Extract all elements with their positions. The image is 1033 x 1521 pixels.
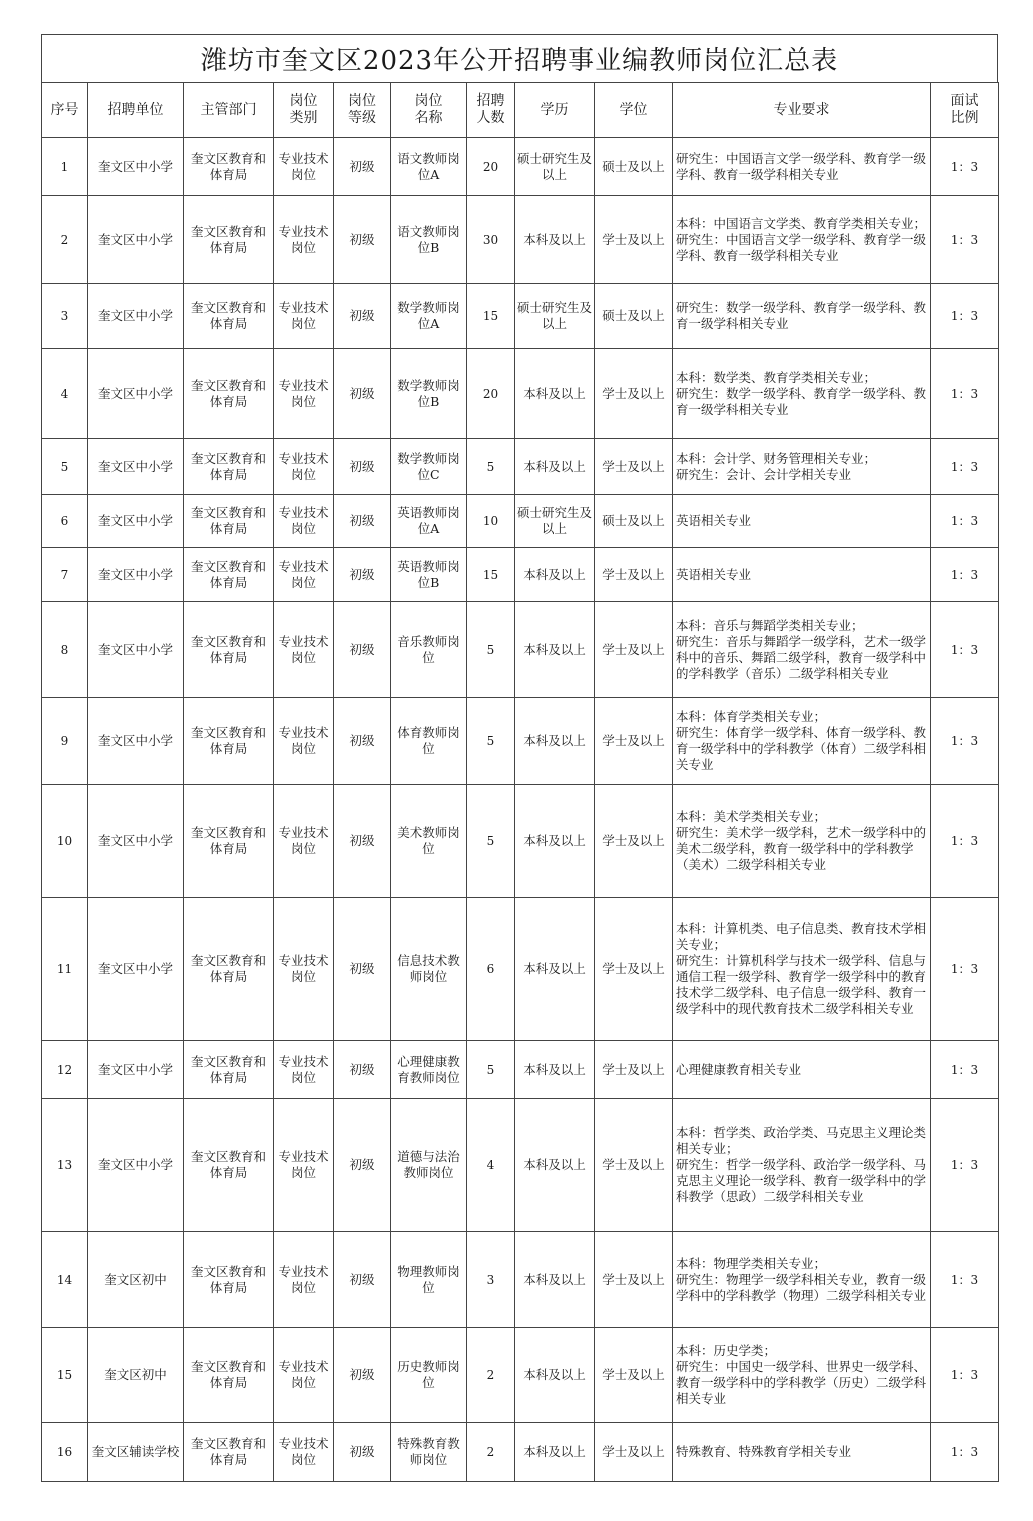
cell-req: 研究生：中国语言文学一级学科、教育学一级学科、教育一级学科相关专业 [673, 138, 931, 196]
cell-level: 初级 [334, 785, 391, 898]
cell-unit: 奎文区辅读学校 [88, 1423, 184, 1482]
cell-name: 英语教师岗位B [391, 548, 467, 602]
cell-req: 本科：数学类、教育学类相关专业； 研究生：数学一级学科、教育学一级学科、教育一级学科相关专业 [673, 349, 931, 439]
cell-count: 20 [467, 349, 515, 439]
cell-unit: 奎文区中小学 [88, 898, 184, 1041]
cell-unit: 奎文区中小学 [88, 284, 184, 349]
cell-edu: 硕士研究生及以上 [515, 495, 595, 548]
cell-ratio: 1：3 [931, 284, 999, 349]
table-title: 潍坊市奎文区2023年公开招聘事业编教师岗位汇总表 [41, 34, 998, 82]
cell-no: 16 [42, 1423, 88, 1482]
cell-dept: 奎文区教育和体育局 [184, 439, 274, 495]
cell-category: 专业技术岗位 [274, 1423, 334, 1482]
cell-unit: 奎文区中小学 [88, 602, 184, 698]
cell-no: 11 [42, 898, 88, 1041]
cell-req: 心理健康教育相关专业 [673, 1041, 931, 1099]
cell-category: 专业技术岗位 [274, 1328, 334, 1423]
cell-count: 5 [467, 785, 515, 898]
cell-no: 8 [42, 602, 88, 698]
cell-unit: 奎文区初中 [88, 1232, 184, 1328]
cell-unit: 奎文区中小学 [88, 698, 184, 785]
cell-ratio: 1：3 [931, 898, 999, 1041]
cell-dept: 奎文区教育和体育局 [184, 898, 274, 1041]
cell-edu: 本科及以上 [515, 1328, 595, 1423]
cell-name: 道德与法治教师岗位 [391, 1099, 467, 1232]
cell-no: 4 [42, 349, 88, 439]
col-header-count: 招聘 人数 [467, 83, 515, 138]
cell-dept: 奎文区教育和体育局 [184, 1232, 274, 1328]
cell-category: 专业技术岗位 [274, 284, 334, 349]
cell-category: 专业技术岗位 [274, 349, 334, 439]
cell-no: 10 [42, 785, 88, 898]
cell-category: 专业技术岗位 [274, 138, 334, 196]
cell-name: 特殊教育教师岗位 [391, 1423, 467, 1482]
cell-no: 12 [42, 1041, 88, 1099]
cell-count: 20 [467, 138, 515, 196]
cell-ratio: 1：3 [931, 785, 999, 898]
cell-no: 5 [42, 439, 88, 495]
table-row [42, 439, 999, 495]
cell-count: 3 [467, 1232, 515, 1328]
cell-dept: 奎文区教育和体育局 [184, 1423, 274, 1482]
cell-category: 专业技术岗位 [274, 439, 334, 495]
cell-req: 本科：音乐与舞蹈学类相关专业； 研究生：音乐与舞蹈学一级学科，艺术一级学科中的音乐、舞蹈二级学科，教育一级学科中的学科教学（音乐）二级学科相关专业 [673, 602, 931, 698]
cell-ratio: 1：3 [931, 138, 999, 196]
cell-unit: 奎文区中小学 [88, 196, 184, 284]
cell-dept: 奎文区教育和体育局 [184, 1328, 274, 1423]
cell-level: 初级 [334, 898, 391, 1041]
summary-sheet [41, 34, 998, 1482]
cell-dept: 奎文区教育和体育局 [184, 1099, 274, 1232]
cell-name: 体育教师岗位 [391, 698, 467, 785]
cell-degree: 硕士及以上 [595, 495, 673, 548]
table-row [42, 495, 999, 548]
cell-edu: 本科及以上 [515, 785, 595, 898]
table-row [42, 698, 999, 785]
cell-ratio: 1：3 [931, 349, 999, 439]
cell-level: 初级 [334, 698, 391, 785]
cell-level: 初级 [334, 138, 391, 196]
cell-dept: 奎文区教育和体育局 [184, 284, 274, 349]
cell-unit: 奎文区中小学 [88, 439, 184, 495]
cell-degree: 学士及以上 [595, 1232, 673, 1328]
cell-name: 信息技术教师岗位 [391, 898, 467, 1041]
cell-name: 美术教师岗位 [391, 785, 467, 898]
cell-ratio: 1：3 [931, 602, 999, 698]
table-row [42, 548, 999, 602]
cell-count: 2 [467, 1328, 515, 1423]
cell-degree: 学士及以上 [595, 1328, 673, 1423]
cell-degree: 学士及以上 [595, 698, 673, 785]
cell-no: 7 [42, 548, 88, 602]
cell-req: 本科：中国语言文学类、教育学类相关专业； 研究生：中国语言文学一级学科、教育学一级学科、教育一级学科相关专业 [673, 196, 931, 284]
cell-degree: 学士及以上 [595, 1423, 673, 1482]
cell-count: 15 [467, 284, 515, 349]
table-row [42, 602, 999, 698]
cell-req: 本科：美术学类相关专业； 研究生：美术学一级学科，艺术一级学科中的美术二级学科，教育一级学科中的学科教学（美术）二级学科相关专业 [673, 785, 931, 898]
cell-edu: 本科及以上 [515, 898, 595, 1041]
cell-ratio: 1：3 [931, 1041, 999, 1099]
col-header-dept: 主管部门 [184, 83, 274, 138]
cell-name: 历史教师岗位 [391, 1328, 467, 1423]
cell-degree: 学士及以上 [595, 349, 673, 439]
cell-category: 专业技术岗位 [274, 602, 334, 698]
cell-degree: 学士及以上 [595, 439, 673, 495]
cell-unit: 奎文区初中 [88, 1328, 184, 1423]
cell-unit: 奎文区中小学 [88, 785, 184, 898]
cell-edu: 本科及以上 [515, 1099, 595, 1232]
cell-dept: 奎文区教育和体育局 [184, 138, 274, 196]
cell-edu: 本科及以上 [515, 1041, 595, 1099]
col-header-req: 专业要求 [673, 83, 931, 138]
cell-degree: 硕士及以上 [595, 284, 673, 349]
cell-count: 2 [467, 1423, 515, 1482]
cell-dept: 奎文区教育和体育局 [184, 602, 274, 698]
col-header-degree: 学位 [595, 83, 673, 138]
cell-edu: 本科及以上 [515, 1423, 595, 1482]
cell-category: 专业技术岗位 [274, 785, 334, 898]
cell-category: 专业技术岗位 [274, 548, 334, 602]
cell-no: 13 [42, 1099, 88, 1232]
cell-degree: 硕士及以上 [595, 138, 673, 196]
cell-ratio: 1：3 [931, 1423, 999, 1482]
cell-ratio: 1：3 [931, 439, 999, 495]
cell-count: 15 [467, 548, 515, 602]
cell-dept: 奎文区教育和体育局 [184, 349, 274, 439]
cell-no: 6 [42, 495, 88, 548]
cell-dept: 奎文区教育和体育局 [184, 495, 274, 548]
cell-ratio: 1：3 [931, 1328, 999, 1423]
cell-degree: 学士及以上 [595, 602, 673, 698]
cell-unit: 奎文区中小学 [88, 1041, 184, 1099]
table-row [42, 138, 999, 196]
cell-category: 专业技术岗位 [274, 1099, 334, 1232]
cell-no: 1 [42, 138, 88, 196]
cell-level: 初级 [334, 548, 391, 602]
cell-category: 专业技术岗位 [274, 1232, 334, 1328]
col-header-name: 岗位 名称 [391, 83, 467, 138]
cell-dept: 奎文区教育和体育局 [184, 548, 274, 602]
cell-no: 15 [42, 1328, 88, 1423]
cell-ratio: 1：3 [931, 196, 999, 284]
cell-ratio: 1：3 [931, 698, 999, 785]
cell-edu: 硕士研究生及以上 [515, 284, 595, 349]
cell-req: 本科：计算机类、电子信息类、教育技术学相关专业； 研究生：计算机科学与技术一级学科、信息与通信工程一级学科、教育学一级学科中的教育技术学二级学科、电子信息一级学科、教育一级学科中的现代教育技术二级学科相关专业 [673, 898, 931, 1041]
cell-req: 特殊教育、特殊教育学相关专业 [673, 1423, 931, 1482]
col-header-edu: 学历 [515, 83, 595, 138]
cell-unit: 奎文区中小学 [88, 495, 184, 548]
cell-no: 14 [42, 1232, 88, 1328]
cell-req: 本科：哲学类、政治学类、马克思主义理论类相关专业； 研究生：哲学一级学科、政治学一级学科、马克思主义理论一级学科、教育一级学科中的学科教学（思政）二级学科相关专业 [673, 1099, 931, 1232]
table-row [42, 1099, 999, 1232]
cell-level: 初级 [334, 1328, 391, 1423]
cell-name: 音乐教师岗位 [391, 602, 467, 698]
cell-level: 初级 [334, 1232, 391, 1328]
cell-dept: 奎文区教育和体育局 [184, 196, 274, 284]
cell-ratio: 1：3 [931, 1232, 999, 1328]
cell-no: 9 [42, 698, 88, 785]
cell-count: 6 [467, 898, 515, 1041]
cell-level: 初级 [334, 196, 391, 284]
cell-name: 英语教师岗位A [391, 495, 467, 548]
cell-edu: 本科及以上 [515, 196, 595, 284]
table-row [42, 1041, 999, 1099]
cell-category: 专业技术岗位 [274, 1041, 334, 1099]
cell-level: 初级 [334, 439, 391, 495]
cell-level: 初级 [334, 284, 391, 349]
cell-category: 专业技术岗位 [274, 898, 334, 1041]
cell-dept: 奎文区教育和体育局 [184, 785, 274, 898]
cell-level: 初级 [334, 1041, 391, 1099]
cell-unit: 奎文区中小学 [88, 138, 184, 196]
cell-name: 心理健康教育教师岗位 [391, 1041, 467, 1099]
cell-unit: 奎文区中小学 [88, 1099, 184, 1232]
cell-name: 数学教师岗位C [391, 439, 467, 495]
cell-req: 英语相关专业 [673, 548, 931, 602]
cell-degree: 学士及以上 [595, 898, 673, 1041]
cell-dept: 奎文区教育和体育局 [184, 1041, 274, 1099]
cell-edu: 硕士研究生及以上 [515, 138, 595, 196]
cell-req: 本科：历史学类； 研究生：中国史一级学科、世界史一级学科、教育一级学科中的学科教学（历史）二级学科相关专业 [673, 1328, 931, 1423]
cell-degree: 学士及以上 [595, 196, 673, 284]
cell-no: 3 [42, 284, 88, 349]
cell-count: 5 [467, 698, 515, 785]
col-header-level: 岗位 等级 [334, 83, 391, 138]
cell-category: 专业技术岗位 [274, 495, 334, 548]
col-header-unit: 招聘单位 [88, 83, 184, 138]
table-body [42, 138, 999, 1482]
cell-degree: 学士及以上 [595, 548, 673, 602]
cell-category: 专业技术岗位 [274, 698, 334, 785]
col-header-no: 序号 [42, 83, 88, 138]
cell-level: 初级 [334, 602, 391, 698]
cell-req: 研究生：数学一级学科、教育学一级学科、教育一级学科相关专业 [673, 284, 931, 349]
cell-req: 英语相关专业 [673, 495, 931, 548]
cell-edu: 本科及以上 [515, 602, 595, 698]
cell-level: 初级 [334, 1099, 391, 1232]
cell-count: 5 [467, 602, 515, 698]
cell-req: 本科：会计学、财务管理相关专业； 研究生：会计、会计学相关专业 [673, 439, 931, 495]
cell-req: 本科：体育学类相关专业； 研究生：体育学一级学科、体育一级学科、教育一级学科中的学科教学（体育）二级学科相关专业 [673, 698, 931, 785]
cell-name: 数学教师岗位B [391, 349, 467, 439]
table-row [42, 1232, 999, 1328]
cell-edu: 本科及以上 [515, 439, 595, 495]
cell-edu: 本科及以上 [515, 548, 595, 602]
table-row [42, 898, 999, 1041]
cell-level: 初级 [334, 1423, 391, 1482]
cell-name: 语文教师岗位A [391, 138, 467, 196]
cell-unit: 奎文区中小学 [88, 548, 184, 602]
cell-level: 初级 [334, 495, 391, 548]
header-row [42, 83, 999, 138]
table-row [42, 785, 999, 898]
cell-count: 4 [467, 1099, 515, 1232]
cell-dept: 奎文区教育和体育局 [184, 698, 274, 785]
cell-name: 数学教师岗位A [391, 284, 467, 349]
col-header-ratio: 面试 比例 [931, 83, 999, 138]
cell-count: 30 [467, 196, 515, 284]
cell-count: 5 [467, 1041, 515, 1099]
cell-name: 物理教师岗位 [391, 1232, 467, 1328]
cell-req: 本科：物理学类相关专业； 研究生：物理学一级学科相关专业，教育一级学科中的学科教学（物理）二级学科相关专业 [673, 1232, 931, 1328]
cell-category: 专业技术岗位 [274, 196, 334, 284]
col-header-category: 岗位 类别 [274, 83, 334, 138]
cell-ratio: 1：3 [931, 1099, 999, 1232]
cell-degree: 学士及以上 [595, 785, 673, 898]
table-row [42, 1328, 999, 1423]
positions-table [41, 82, 999, 1482]
cell-edu: 本科及以上 [515, 698, 595, 785]
cell-unit: 奎文区中小学 [88, 349, 184, 439]
cell-edu: 本科及以上 [515, 349, 595, 439]
cell-count: 10 [467, 495, 515, 548]
cell-degree: 学士及以上 [595, 1041, 673, 1099]
table-row [42, 196, 999, 284]
cell-degree: 学士及以上 [595, 1099, 673, 1232]
cell-level: 初级 [334, 349, 391, 439]
cell-ratio: 1：3 [931, 548, 999, 602]
cell-count: 5 [467, 439, 515, 495]
cell-edu: 本科及以上 [515, 1232, 595, 1328]
cell-name: 语文教师岗位B [391, 196, 467, 284]
cell-no: 2 [42, 196, 88, 284]
table-row [42, 1423, 999, 1482]
table-row [42, 349, 999, 439]
table-row [42, 284, 999, 349]
cell-ratio: 1：3 [931, 495, 999, 548]
